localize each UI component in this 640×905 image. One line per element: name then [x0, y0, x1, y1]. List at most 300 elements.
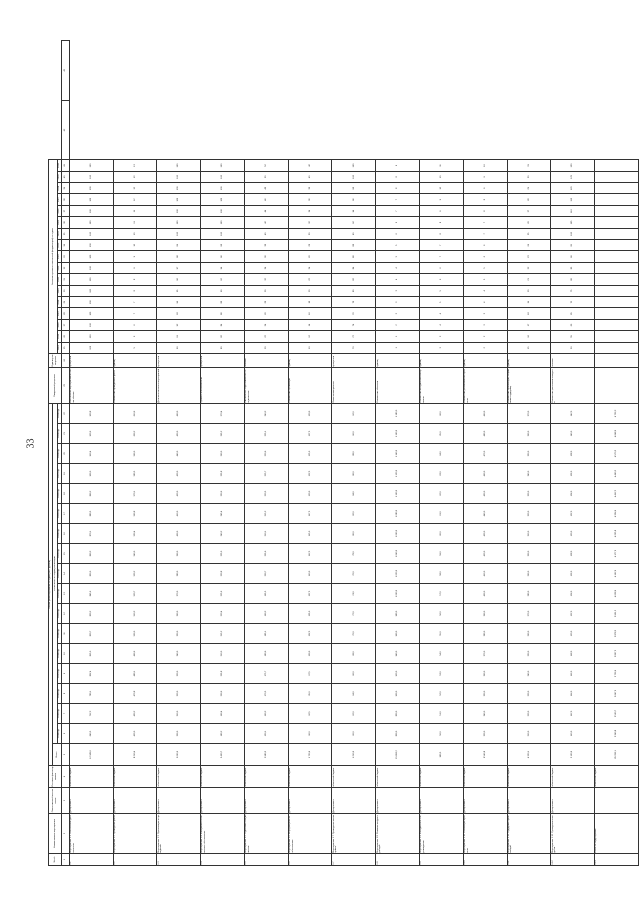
- row-year-value: 1 100,0: [376, 484, 420, 504]
- row-unit: единиц: [463, 353, 507, 367]
- row-year-value: 110,0: [288, 564, 332, 584]
- row-year-value: 127,5: [288, 424, 332, 444]
- column-number: 29: [61, 297, 69, 308]
- row-name: Мероприятие 1.2. Проведение работ: [113, 814, 157, 854]
- row-indicator-value: [595, 308, 639, 319]
- row-year-value: 430,0: [463, 524, 507, 544]
- column-number: 6: [61, 724, 69, 744]
- header-year: 2025 год: [57, 504, 61, 524]
- header-indicator-year: 2015: [57, 331, 61, 342]
- row-indicator-value: 91: [157, 331, 201, 342]
- row-year-value: 910,4: [69, 444, 113, 464]
- row-indicator-value: 8: [113, 274, 157, 285]
- row-year-value: 122,0: [551, 604, 595, 624]
- column-number: 26: [61, 331, 69, 342]
- row-indicator-value: 86: [201, 308, 245, 319]
- row-indicator-value: 32: [288, 217, 332, 228]
- row-indicator-value: 76: [332, 308, 376, 319]
- row-indicator-value: [595, 171, 639, 182]
- row-year-value: 59,0: [419, 544, 463, 564]
- rotated-table-frame: [48, 40, 617, 866]
- column-number: 23: [61, 367, 69, 403]
- header-year: 2017 год: [57, 664, 61, 684]
- row-indicator-value: 88: [201, 297, 245, 308]
- row-year-value: 240,2: [201, 524, 245, 544]
- row-year-value: 120,0: [288, 484, 332, 504]
- header-finance-group: Объем финансирования по годам (тыс. рублей): [49, 403, 53, 765]
- header-indicator-year: 2025: [57, 217, 61, 228]
- row-indicator-value: 115: [551, 194, 595, 205]
- row-year-value: 60,0: [332, 724, 376, 744]
- row-year-value: 76,0: [332, 564, 376, 584]
- row-total: 15 800,2: [376, 744, 420, 766]
- row-year-value: 320,0: [507, 504, 551, 524]
- row-indicator-value: 31: [507, 160, 551, 171]
- row-indicator-value: 7: [376, 205, 420, 216]
- row-source: областной бюджет: [332, 766, 376, 788]
- row-indicator-value: 30: [288, 228, 332, 239]
- row-year-value: 540,0: [113, 544, 157, 564]
- table-row: [595, 41, 639, 866]
- column-number: 13: [61, 584, 69, 604]
- row-indicator-value: 50: [244, 171, 288, 182]
- row-year-value: 300,0: [507, 544, 551, 564]
- row-responsible: Департамент: [463, 788, 507, 814]
- header-indicator-year: 2022: [57, 251, 61, 262]
- row-indicator-value: 11: [113, 217, 157, 228]
- row-source: областной бюджет: [419, 766, 463, 788]
- row-year-value: 230,9: [244, 444, 288, 464]
- header-year: 2021 год: [57, 584, 61, 604]
- column-number: 18: [61, 484, 69, 504]
- row-year-value: 138,0: [551, 444, 595, 464]
- header-year: 2020 год: [57, 604, 61, 624]
- row-indicator-value: [595, 194, 639, 205]
- row-indicator-value: 36: [244, 251, 288, 262]
- row-year-value: 960,0: [376, 624, 420, 644]
- row-indicator-value: 17: [507, 319, 551, 330]
- row-year-value: 490,6: [113, 644, 157, 664]
- row-indicator-value: 100: [69, 297, 113, 308]
- header-year: 2029 год: [57, 424, 61, 444]
- table-row: [288, 41, 332, 866]
- header-year: 2030 год: [57, 403, 61, 423]
- row-indicator-value: 3: [463, 319, 507, 330]
- row-year-value: 205,8: [201, 664, 245, 684]
- row-year-value: 63,0: [419, 464, 463, 484]
- row-year-value: 330,0: [507, 484, 551, 504]
- row-year-value: 530,2: [113, 564, 157, 584]
- row-indicator-value: [595, 205, 639, 216]
- row-year-value: 95,0: [288, 684, 332, 704]
- row-year-value: 128,0: [551, 544, 595, 564]
- row-year-value: 1 120,0: [376, 464, 420, 484]
- header-indicator-year: 2030: [57, 160, 61, 171]
- row-indicator-value: 5: [419, 285, 463, 296]
- row-year-value: 92,5: [288, 704, 332, 724]
- row-indicator-value: 50: [551, 342, 595, 353]
- row-indicator-value: 10: [419, 171, 463, 182]
- row-indicator-value: 22: [507, 262, 551, 273]
- row-indicator-value: 100: [69, 171, 113, 182]
- row-year-value: 4 255,8: [595, 524, 639, 544]
- row-year-value: 250,6: [201, 484, 245, 504]
- row-indicator-value: 100: [157, 217, 201, 228]
- row-indicator-value: 72: [332, 331, 376, 342]
- row-year-value: 255,8: [201, 464, 245, 484]
- row-year-value: 62,0: [419, 484, 463, 504]
- row-result: Количество объектов: [376, 367, 420, 403]
- row-year-value: 130,0: [551, 524, 595, 544]
- row-indicator-value: 100: [69, 274, 113, 285]
- row-year-value: 820,7: [69, 624, 113, 644]
- row-year-value: 72,0: [332, 604, 376, 624]
- row-year-value: 870,1: [69, 524, 113, 544]
- row-result: Численность подготовленных специалистов: [244, 367, 288, 403]
- row-indicator-value: 3: [419, 342, 463, 353]
- row-year-value: 210,0: [201, 644, 245, 664]
- row-year-value: 230,8: [201, 564, 245, 584]
- row-year-value: 370,0: [463, 644, 507, 664]
- row-year-value: 830,2: [69, 604, 113, 624]
- row-indicator-value: 6: [463, 251, 507, 262]
- row-indicator-value: 96: [201, 251, 245, 262]
- row-indicator-value: 6: [113, 331, 157, 342]
- row-name: Мероприятие 1.6. Информационное обеспечение: [288, 814, 332, 854]
- column-number: 36: [61, 217, 69, 228]
- row-indicator-value: 26: [507, 217, 551, 228]
- row-year-value: 370,0: [157, 584, 201, 604]
- row-name: Мероприятие 1.10. Реализация проектов: [463, 814, 507, 854]
- row-indicator-value: 94: [157, 297, 201, 308]
- row-year-value: 90,0: [332, 424, 376, 444]
- table-row: [463, 41, 507, 866]
- row-result: Количество участников конкурсов: [551, 367, 595, 403]
- row-indicator-value: 100: [332, 171, 376, 182]
- row-year-value: 880,5: [69, 504, 113, 524]
- row-indicator-value: 82: [332, 274, 376, 285]
- row-year-value: 390,0: [463, 604, 507, 624]
- row-year-value: 126,0: [551, 564, 595, 584]
- column-number: 33: [61, 251, 69, 262]
- program-table: [48, 40, 639, 866]
- row-indicator-value: 10: [288, 342, 332, 353]
- row-year-value: 460,0: [463, 464, 507, 484]
- row-indicator-value: 96: [332, 194, 376, 205]
- row-indicator-value: 6: [419, 262, 463, 273]
- row-indicator-value: 100: [69, 262, 113, 273]
- header-year: 2014 год: [57, 724, 61, 744]
- row-year-value: 235,1: [244, 424, 288, 444]
- row-number: 1.5.: [244, 854, 288, 866]
- row-year-value: 390,0: [157, 544, 201, 564]
- row-indicator-value: 125: [551, 171, 595, 182]
- row-year-value: 112,5: [288, 544, 332, 564]
- row-year-value: 68,0: [332, 644, 376, 664]
- header-indicator-year: 2027: [57, 194, 61, 205]
- row-responsible: Департамент: [201, 788, 245, 814]
- header-year: 2023 год: [57, 544, 61, 564]
- row-year-value: 110,0: [551, 724, 595, 744]
- row-year-value: 440,0: [157, 444, 201, 464]
- column-number: 32: [61, 262, 69, 273]
- column-number: 7: [61, 704, 69, 724]
- row-year-value: 350,0: [463, 684, 507, 704]
- column-number: 39: [61, 183, 69, 194]
- row-number: 1.13.: [595, 854, 639, 866]
- row-indicator-value: 22: [288, 274, 332, 285]
- row-year-value: 116,0: [551, 664, 595, 684]
- column-number: 21: [61, 424, 69, 444]
- row-responsible: Департамент: [376, 788, 420, 814]
- row-indicator-value: 90: [157, 342, 201, 353]
- row-indicator-value: 84: [201, 319, 245, 330]
- column-number: 11: [61, 624, 69, 644]
- row-year-value: 66,0: [419, 403, 463, 423]
- row-year-value: 440,0: [463, 504, 507, 524]
- row-year-value: 64,0: [332, 684, 376, 704]
- row-indicator-value: [595, 183, 639, 194]
- row-name: Мероприятие 1.7. Проведение мониторинга: [332, 814, 376, 854]
- row-indicator-value: 32: [244, 274, 288, 285]
- column-number: 15: [61, 544, 69, 564]
- row-unit: процентов: [157, 353, 201, 367]
- row-indicator-value: 4: [463, 285, 507, 296]
- row-indicator-value: 100: [157, 228, 201, 239]
- row-year-value: 195,5: [244, 584, 288, 604]
- row-indicator-value: 3: [463, 308, 507, 319]
- row-year-value: 800,0: [376, 724, 420, 744]
- row-number: 1.7.: [332, 854, 376, 866]
- column-number: 28: [61, 308, 69, 319]
- row-indicator-value: 10: [113, 228, 157, 239]
- row-total: 2 980,3: [244, 744, 288, 766]
- row-year-value: 940,0: [376, 644, 420, 664]
- row-indicator-value: 2: [463, 331, 507, 342]
- row-indicator-value: 98: [332, 183, 376, 194]
- row-indicator-value: 100: [69, 308, 113, 319]
- row-indicator-value: 100: [69, 183, 113, 194]
- row-year-value: 360,0: [463, 664, 507, 684]
- row-indicator-value: 98: [201, 240, 245, 251]
- row-year-value: 53,0: [419, 664, 463, 684]
- row-indicator-value: 4: [419, 319, 463, 330]
- row-indicator-value: 80: [201, 342, 245, 353]
- row-indicator-value: 5: [113, 342, 157, 353]
- row-indicator-value: 98: [157, 251, 201, 262]
- row-total: 1 210,0: [332, 744, 376, 766]
- row-indicator-value: 5: [419, 297, 463, 308]
- row-source: областной бюджет: [288, 766, 332, 788]
- row-total: 3 450,7: [201, 744, 245, 766]
- row-indicator-value: 92: [157, 319, 201, 330]
- row-year-value: 4 648,6: [595, 424, 639, 444]
- row-indicator-value: 94: [201, 262, 245, 273]
- header-year: 2024 год: [57, 524, 61, 544]
- row-year-value: 210,0: [507, 724, 551, 744]
- row-indicator-value: 100: [69, 285, 113, 296]
- row-unit: человек: [551, 353, 595, 367]
- row-result: Количество проведенных работ: [113, 367, 157, 403]
- row-indicator-value: 60: [551, 319, 595, 330]
- row-indicator-value: 100: [69, 342, 113, 353]
- header-no: № п/п: [49, 854, 62, 866]
- row-indicator-value: 20: [288, 285, 332, 296]
- row-responsible: Департамент: [551, 788, 595, 814]
- row-indicator-value: 11: [419, 160, 463, 171]
- row-indicator-value: 100: [157, 160, 201, 171]
- row-name: Мероприятие 1.12. Проведение конкурсов: [551, 814, 595, 854]
- row-year-value: 66,0: [332, 664, 376, 684]
- row-indicator-value: 3: [419, 331, 463, 342]
- row-indicator-value: 95: [551, 240, 595, 251]
- row-year-value: 134,0: [551, 484, 595, 504]
- row-indicator-value: 5: [463, 262, 507, 273]
- column-number: 34: [61, 240, 69, 251]
- row-indicator-value: 78: [332, 297, 376, 308]
- row-year-value: 82,0: [332, 504, 376, 524]
- row-year-value: 510,3: [113, 604, 157, 624]
- row-indicator-value: 38: [244, 240, 288, 251]
- row-indicator-value: 100: [69, 228, 113, 239]
- row-year-value: 350,0: [507, 444, 551, 464]
- row-year-value: 400,0: [157, 524, 201, 544]
- row-year-value: 142,0: [551, 403, 595, 423]
- row-indicator-value: 16: [507, 331, 551, 342]
- row-year-value: 300,0: [157, 724, 201, 744]
- row-indicator-value: 7: [113, 308, 157, 319]
- row-indicator-value: 100: [69, 194, 113, 205]
- column-number: 1: [61, 854, 69, 866]
- row-indicator-value: 70: [332, 342, 376, 353]
- row-year-value: 845,6: [69, 584, 113, 604]
- row-total: 12 345,6: [69, 744, 113, 766]
- row-year-value: 60,0: [419, 524, 463, 544]
- row-indicator-value: 4: [376, 274, 420, 285]
- row-year-value: 125,0: [288, 444, 332, 464]
- row-indicator-value: 5: [376, 251, 420, 262]
- row-total: 65 330,1: [595, 744, 639, 766]
- column-number: 20: [61, 444, 69, 464]
- row-year-value: 380,0: [463, 624, 507, 644]
- row-year-value: 136,0: [551, 464, 595, 484]
- row-total: 2 150,6: [551, 744, 595, 766]
- row-indicator-value: 9: [376, 160, 420, 171]
- row-year-value: 175,7: [244, 664, 288, 684]
- row-year-value: 220,0: [507, 704, 551, 724]
- table-row: [69, 41, 113, 866]
- row-year-value: 58,0: [419, 564, 463, 584]
- row-year-value: 200,6: [201, 684, 245, 704]
- row-year-value: 3 807,5: [595, 644, 639, 664]
- row-indicator-value: 65: [551, 308, 595, 319]
- row-responsible: Департамент: [419, 788, 463, 814]
- row-indicator-value: 8: [376, 183, 420, 194]
- table-row: [551, 41, 595, 866]
- row-responsible: Департамент: [244, 788, 288, 814]
- row-unit: единиц: [507, 353, 551, 367]
- row-name: Мероприятие 1.8. Развитие инфраструктуры: [376, 814, 420, 854]
- row-year-value: 1 000,0: [376, 584, 420, 604]
- row-year-value: 900,0: [69, 464, 113, 484]
- row-indicator-value: 92: [332, 217, 376, 228]
- row-unit: единиц: [113, 353, 157, 367]
- row-indicator-value: 92: [201, 274, 245, 285]
- row-indicator-value: 46: [244, 194, 288, 205]
- row-result: Охват мониторингом: [332, 367, 376, 403]
- row-indicator-value: 30: [244, 285, 288, 296]
- row-year-value: 860,3: [69, 544, 113, 564]
- row-indicator-value: [595, 285, 639, 296]
- row-year-value: 480,1: [113, 664, 157, 684]
- row-indicator-value: 10: [113, 240, 157, 251]
- row-year-value: 117,5: [288, 504, 332, 524]
- row-source: областной бюджет: [463, 766, 507, 788]
- row-source: областной бюджет: [113, 766, 157, 788]
- row-year-value: 900,0: [376, 684, 420, 704]
- row-indicator-value: 90: [332, 228, 376, 239]
- row-year-value: 215,2: [201, 624, 245, 644]
- row-year-value: 250,0: [507, 644, 551, 664]
- row-year-value: 1 040,0: [376, 544, 420, 564]
- row-year-value: 850,0: [376, 704, 420, 724]
- row-indicator-value: 34: [244, 262, 288, 273]
- row-indicator-value: 18: [507, 308, 551, 319]
- row-year-value: 410,0: [463, 564, 507, 584]
- row-indicator-value: 100: [201, 183, 245, 194]
- row-year-value: 270,0: [507, 604, 551, 624]
- row-indicator-value: 9: [463, 171, 507, 182]
- row-indicator-value: 88: [332, 240, 376, 251]
- row-indicator-value: 100: [201, 160, 245, 171]
- row-year-value: 56,0: [419, 604, 463, 624]
- header-indicator-year: 2016: [57, 319, 61, 330]
- row-year-value: 590,0: [113, 444, 157, 464]
- row-indicator-value: 10: [419, 183, 463, 194]
- column-number: 43: [61, 41, 69, 101]
- row-year-value: 130,0: [288, 403, 332, 423]
- row-year-value: 410,0: [157, 504, 201, 524]
- row-indicator-value: 42: [244, 217, 288, 228]
- row-indicator-value: 100: [201, 228, 245, 239]
- row-indicator-value: 22: [244, 331, 288, 342]
- row-year-value: 400,0: [463, 584, 507, 604]
- row-number: 1.4.: [201, 854, 245, 866]
- row-indicator-value: 100: [69, 331, 113, 342]
- row-year-value: 370,0: [507, 403, 551, 423]
- row-result: Количество методических материалов: [419, 367, 463, 403]
- row-indicator-value: 7: [419, 240, 463, 251]
- row-indicator-value: 74: [332, 319, 376, 330]
- row-indicator-value: 36: [288, 194, 332, 205]
- row-year-value: 450,2: [113, 704, 157, 724]
- row-year-value: 1 140,0: [376, 444, 420, 464]
- column-number: 27: [61, 319, 69, 330]
- row-number: 1.9.: [419, 854, 463, 866]
- row-indicator-value: 6: [113, 319, 157, 330]
- row-year-value: 815,0: [69, 644, 113, 664]
- header-indicator-year: 2021: [57, 262, 61, 273]
- row-responsible: Департамент: [113, 788, 157, 814]
- column-number: 9: [61, 664, 69, 684]
- row-indicator-value: 100: [157, 171, 201, 182]
- row-year-value: 4 412,2: [595, 484, 639, 504]
- row-year-value: 3 647,0: [595, 684, 639, 704]
- header-year: 2015 год: [57, 704, 61, 724]
- row-year-value: 3 726,9: [595, 664, 639, 684]
- row-indicator-value: [595, 262, 639, 273]
- row-indicator-value: 18: [288, 297, 332, 308]
